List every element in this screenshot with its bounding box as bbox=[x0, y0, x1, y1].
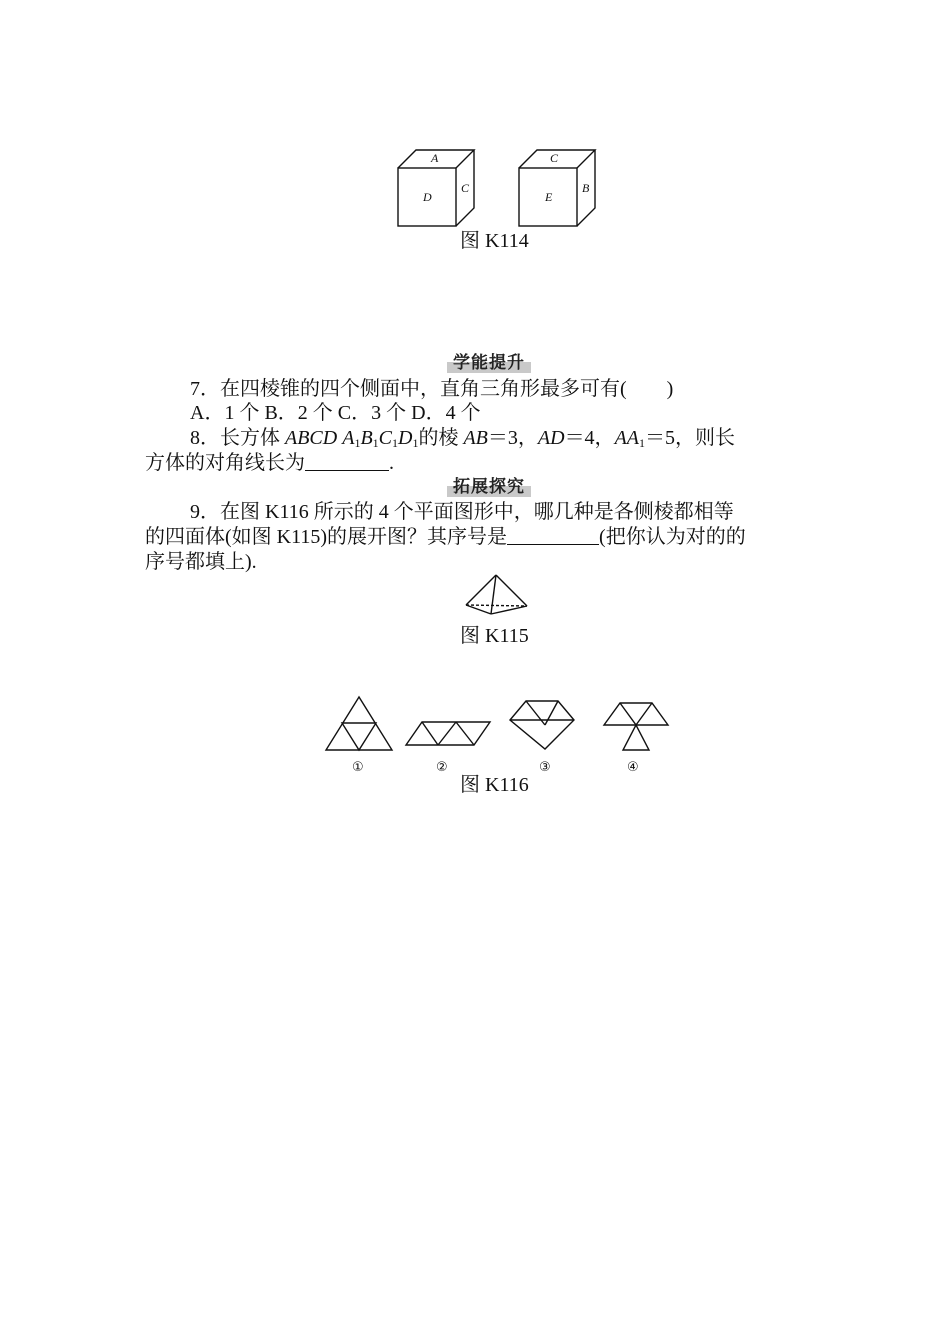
q8-c-sub: 1 bbox=[392, 436, 398, 450]
figure-k115-tetrahedron bbox=[462, 572, 532, 618]
cube1-front-label: D bbox=[423, 190, 432, 204]
figure-k116 bbox=[320, 695, 680, 777]
cube1-top-label: A bbox=[431, 151, 439, 165]
question-9-line1: 9．在图 K116 所示的 4 个平面图形中，哪几种是各侧棱都相等 bbox=[190, 501, 734, 523]
q8-a: A bbox=[342, 427, 355, 449]
section-header-tuozhantanjiu: 拓展探究 bbox=[447, 477, 531, 497]
q8-aa-sub: 1 bbox=[639, 436, 645, 450]
net-4 bbox=[604, 703, 668, 750]
figure-k116-caption: 图 K116 bbox=[460, 774, 529, 796]
q8-aa-value: ＝5，则长 bbox=[645, 427, 735, 449]
q8-d: D bbox=[398, 427, 413, 449]
q8-abcd: ABCD bbox=[285, 427, 338, 449]
question-8-line2 bbox=[145, 451, 810, 476]
q8-ad: AD bbox=[537, 427, 565, 449]
net-3 bbox=[510, 701, 574, 749]
q8-ad-value: ＝4， bbox=[564, 427, 615, 449]
cube2-top-label: C bbox=[550, 151, 559, 165]
q8-aa: AA bbox=[614, 427, 639, 449]
net-2-label: ② bbox=[436, 760, 448, 775]
q9-line2-start: 的四面体(如图 K115)的展开图？其序号是 bbox=[145, 526, 508, 548]
q8-ab: AB bbox=[463, 427, 488, 449]
q8-a-sub: 1 bbox=[354, 436, 361, 450]
question-9-line3: 序号都填上). bbox=[145, 551, 257, 573]
question-9-line2 bbox=[145, 525, 810, 550]
question-7-options: A．1 个 B．2 个 C．3 个 D．4 个 bbox=[190, 402, 481, 424]
cube2-front-label: E bbox=[545, 190, 553, 204]
cube2-side-label: B bbox=[582, 181, 590, 195]
q8-c: C bbox=[378, 427, 392, 449]
q9-answer-blank[interactable] bbox=[507, 526, 599, 545]
q8-ab-value: ＝3， bbox=[487, 427, 538, 449]
net-1-label: ① bbox=[352, 760, 364, 775]
figure-k114-caption: 图 K114 bbox=[460, 230, 529, 252]
q8-answer-blank[interactable] bbox=[305, 452, 389, 471]
q8-b-sub: 1 bbox=[372, 436, 379, 450]
section-header-xuenengtisheng: 学能提升 bbox=[447, 353, 531, 373]
cube1-side-label: C bbox=[461, 181, 470, 195]
q9-line2-end: (把你认为对的的 bbox=[599, 526, 746, 548]
net-2 bbox=[406, 722, 490, 745]
net-1 bbox=[326, 697, 392, 750]
q8-line2-start: 方体的对角线长为 bbox=[145, 452, 305, 474]
q8-b: B bbox=[360, 427, 373, 449]
question-8-line1 bbox=[190, 426, 855, 451]
net-4-label: ④ bbox=[627, 760, 639, 775]
figure-k114 bbox=[392, 144, 608, 232]
figure-k115-caption: 图 K115 bbox=[460, 625, 529, 647]
q8-prefix: 8．长方体 bbox=[190, 427, 285, 449]
question-7-text: 7．在四棱锥的四个侧面中，直角三角形最多可有( ) bbox=[190, 378, 674, 400]
net-3-label: ③ bbox=[539, 760, 551, 775]
q8-line2-end: . bbox=[389, 452, 394, 474]
q8-mid: 的棱 bbox=[418, 427, 464, 449]
q8-d-sub: 1 bbox=[412, 436, 419, 450]
